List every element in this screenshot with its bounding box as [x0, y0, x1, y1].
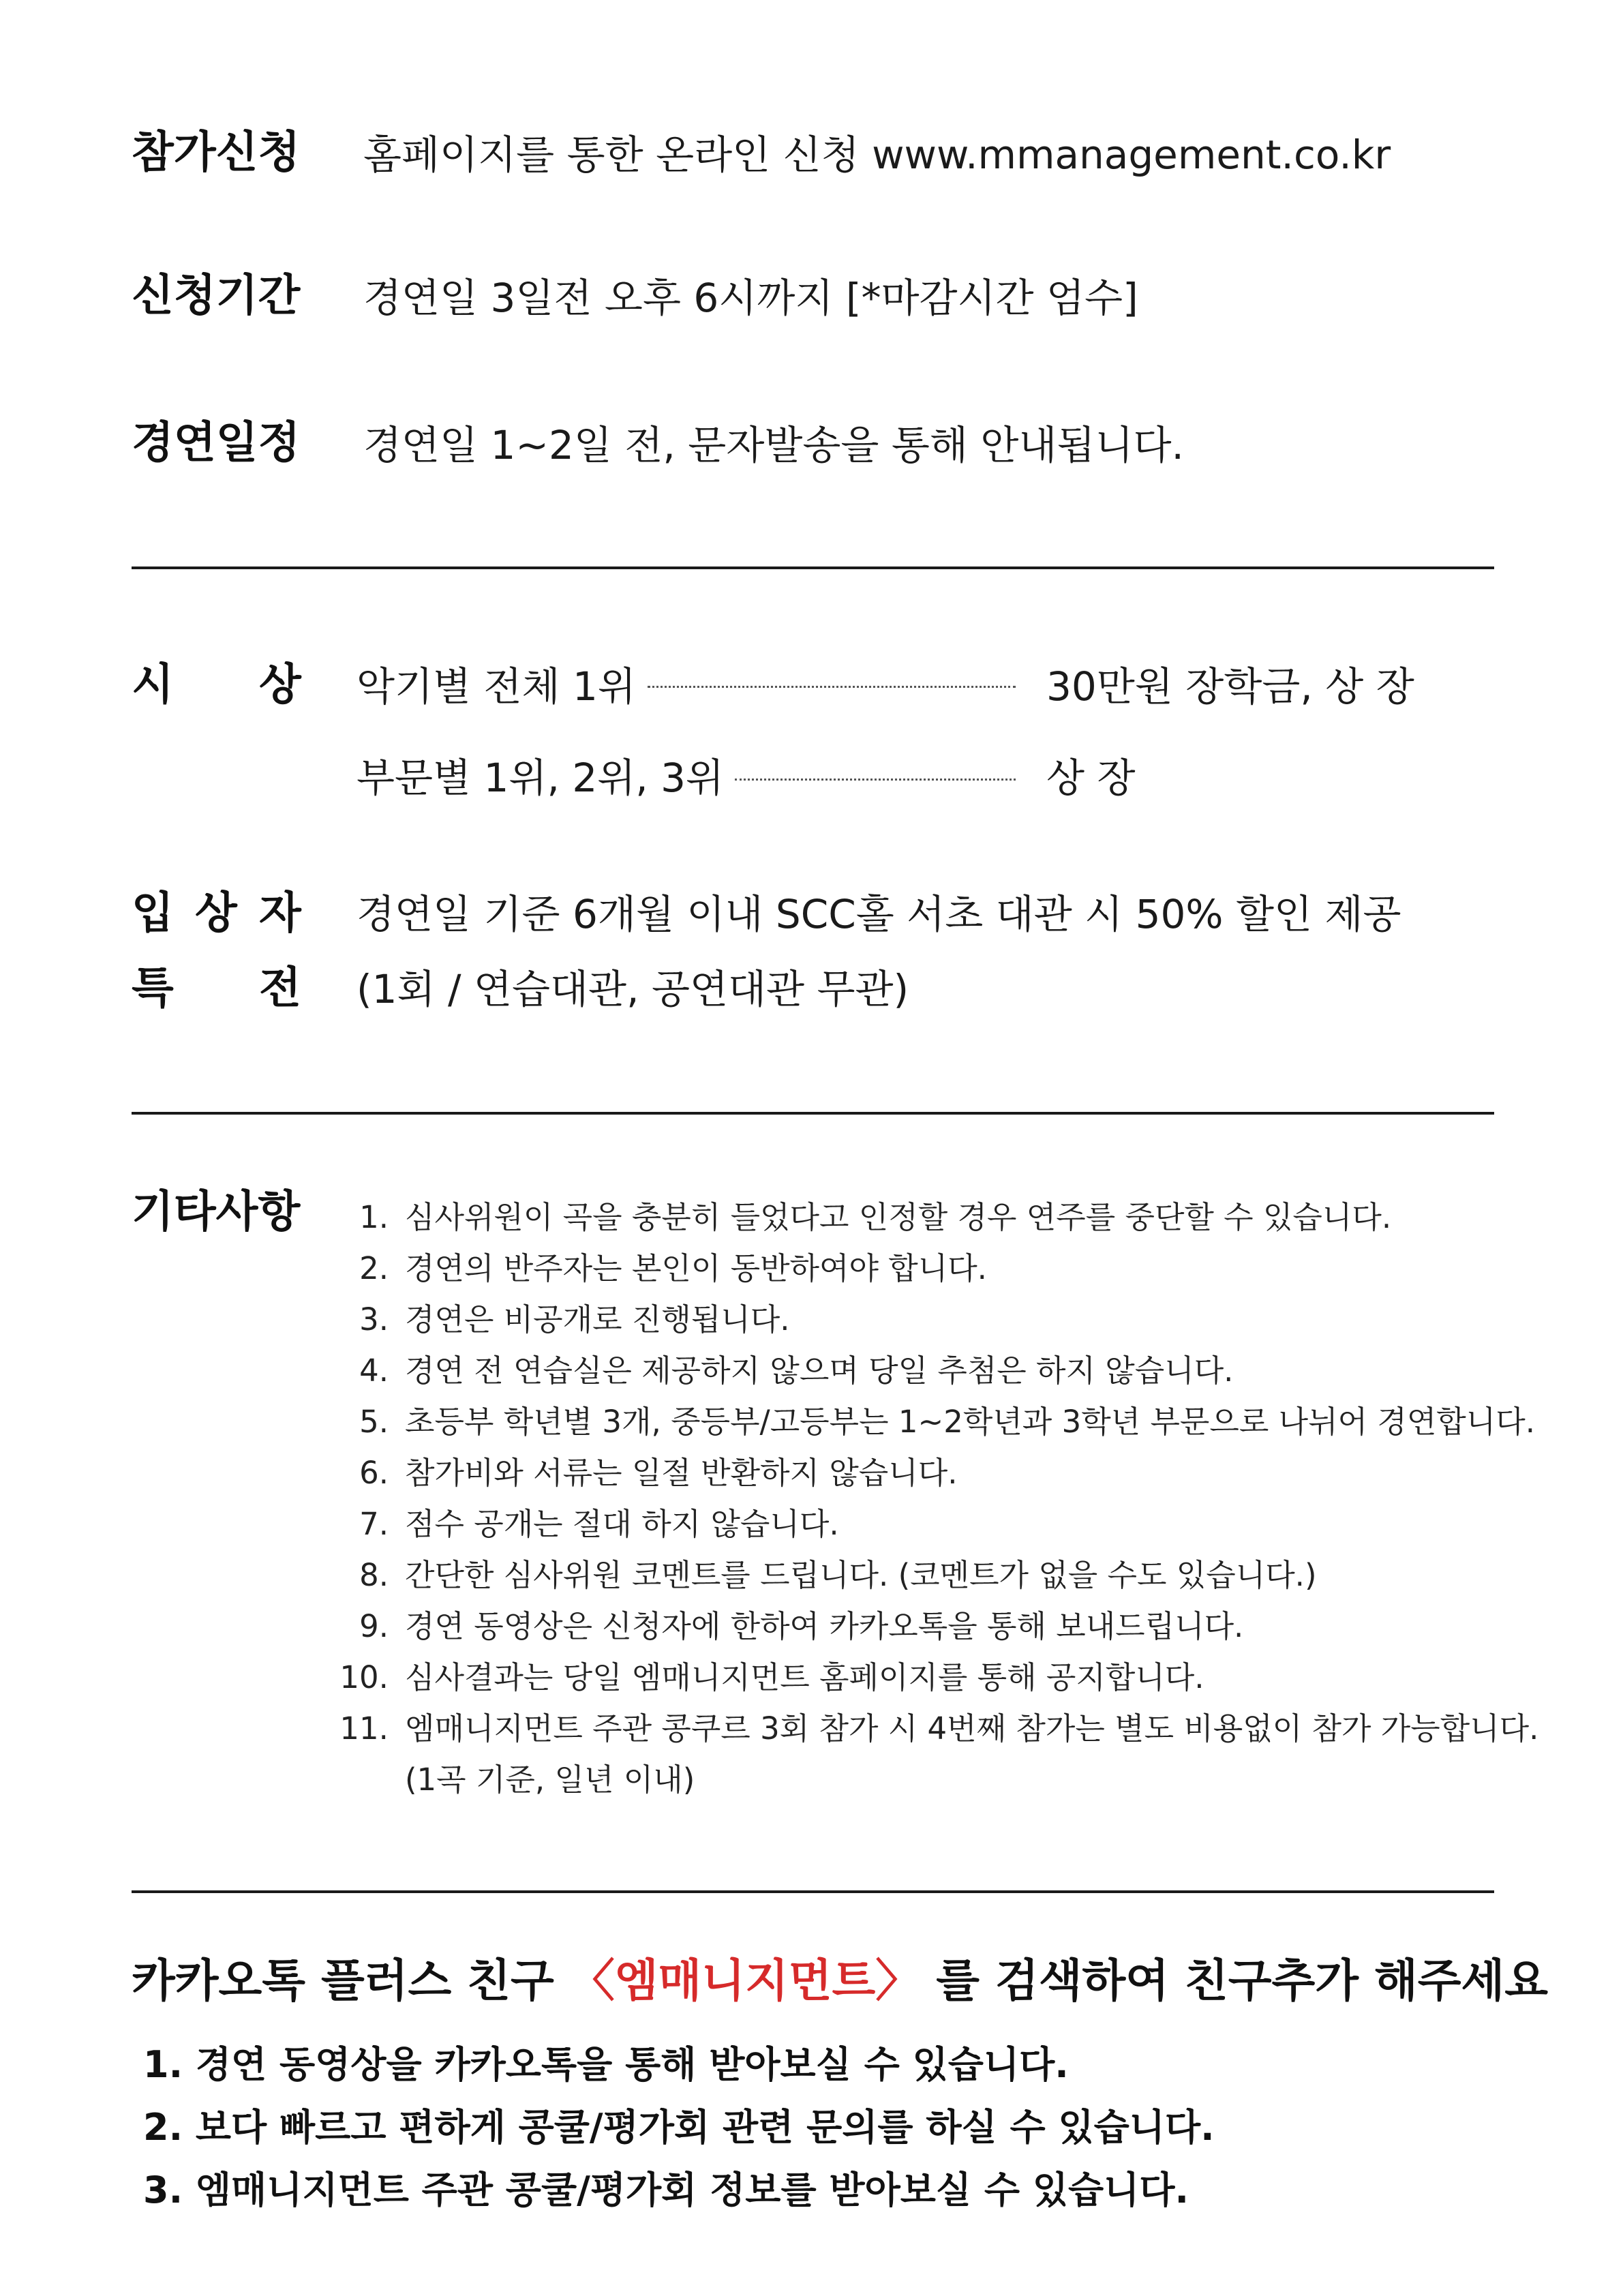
list-item-text: 심사위원이 곡을 충분히 들었다고 인정할 경우 연주를 중단할 수 있습니다.: [405, 1199, 1392, 1235]
list-item-number: 8.: [359, 1557, 389, 1593]
list-item-number: 1.: [359, 1199, 389, 1235]
list-item: [334, 1550, 1527, 1601]
notes-label: 기타사항: [132, 1187, 301, 1237]
benefit-label-char-5: 전: [259, 963, 301, 1014]
award-category-1: 악기별 전체 1위: [357, 663, 636, 710]
kakao-title: [132, 1944, 1548, 2009]
list-item-text: 참가비와 서류는 일절 반환하지 않습니다.: [405, 1455, 958, 1491]
apply-value: 홈페이지를 통한 온라인 신청 www.mmanagement.co.kr: [363, 132, 1391, 178]
list-item-number: 7.: [359, 1506, 389, 1542]
divider-1: [132, 567, 1494, 569]
benefit-line-2: (1회 / 연습대관, 공연대관 무관): [357, 966, 909, 1012]
list-item: [334, 1243, 1527, 1294]
benefit-label-char-2: 상: [195, 888, 237, 939]
list-item: [334, 1345, 1527, 1396]
period-value: 경연일 3일전 오후 6시까지 [*마감시간 엄수]: [363, 275, 1138, 321]
list-item: [334, 1396, 1536, 1447]
list-item-text: 심사결과는 당일 엠매니지먼트 홈페이지를 통해 공지합니다.: [405, 1659, 1204, 1695]
benefit-label-char-1: 입: [132, 888, 174, 939]
list-item: [334, 1447, 1527, 1498]
kakao-title-prefix: 카카오톡 플러스 친구: [132, 1954, 570, 2007]
divider-3: [132, 1890, 1494, 1893]
list-item-number: [334, 1754, 389, 1805]
list-item-number: 6.: [359, 1455, 389, 1491]
list-item-text: 엠매니지먼트 주관 콩쿠르 3회 참가 시 4번째 참가는 별도 비용없이 참가 가능합니다.: [405, 1710, 1539, 1747]
award-leader-dots-1: [648, 686, 1016, 688]
list-item-text: 경연의 반주자는 본인이 동반하여야 합니다.: [405, 1250, 987, 1286]
schedule-value: 경연일 1~2일 전, 문자발송을 통해 안내됩니다.: [363, 422, 1184, 468]
awards-label-1: 시: [132, 660, 174, 710]
list-item: [334, 1294, 1527, 1345]
kakao-title-suffix: 를 검색하여 친구추가 해주세요: [920, 1954, 1549, 2007]
period-label: 신청기간: [132, 271, 301, 321]
list-item-text: 경연 전 연습실은 제공하지 않으며 당일 추첨은 하지 않습니다.: [405, 1353, 1234, 1389]
list-item: [334, 1652, 1527, 1703]
awards-label-2: 상: [259, 660, 301, 710]
list-item-number: 9.: [359, 1608, 389, 1644]
apply-label: 참가신청: [132, 127, 301, 178]
award-prize-2: 상 장: [1046, 755, 1136, 801]
list-item-text: 초등부 학년별 3개, 중등부/고등부는 1~2학년과 3학년 부문으로 나뉘어 경연합니다.: [405, 1404, 1536, 1440]
kakao-benefit-item: 1. 경연 동영상을 카카오톡을 통해 받아보실 수 있습니다.: [143, 2043, 1069, 2086]
list-item-number: 4.: [359, 1353, 389, 1389]
kakao-title-highlight: 〈엠매니지먼트〉: [569, 1954, 921, 2007]
benefit-line-1: 경연일 기준 6개월 이내 SCC홀 서초 대관 시 50% 할인 제공: [357, 891, 1401, 937]
list-item: [334, 1192, 1527, 1243]
list-item-number: 2.: [359, 1250, 389, 1286]
list-item: [334, 1601, 1527, 1652]
kakao-benefit-list: [143, 2034, 1215, 2222]
list-item-number: 3.: [359, 1301, 389, 1338]
award-leader-dots-2: [735, 779, 1016, 781]
award-category-2: 부문별 1위, 2위, 3위: [357, 755, 725, 801]
list-item-text: 간단한 심사위원 코멘트를 드립니다. (코멘트가 없을 수도 있습니다.): [405, 1557, 1317, 1593]
list-item-text: 경연 동영상은 신청자에 한하여 카카오톡을 통해 보내드립니다.: [405, 1608, 1244, 1644]
list-item-text: (1곡 기준, 일년 이내): [405, 1762, 695, 1798]
list-item-number: 11.: [339, 1710, 389, 1747]
benefit-label-char-3: 자: [259, 888, 301, 939]
benefit-label-char-4: 특: [132, 963, 174, 1014]
list-item-text: 경연은 비공개로 진행됩니다.: [405, 1301, 790, 1338]
divider-2: [132, 1112, 1494, 1115]
list-item-number: 10.: [339, 1659, 389, 1695]
kakao-benefit-item: 3. 엠매니지먼트 주관 콩쿨/평가회 정보를 받아보실 수 있습니다.: [143, 2169, 1189, 2211]
list-item: [334, 1754, 1527, 1805]
list-item: [334, 1498, 1527, 1550]
award-prize-1: 30만원 장학금, 상 장: [1046, 663, 1414, 710]
list-item-number: 5.: [359, 1404, 389, 1440]
list-item-text: 점수 공개는 절대 하지 않습니다.: [405, 1506, 839, 1542]
list-item: [334, 1703, 1539, 1754]
notes-list: [334, 1192, 1539, 1805]
schedule-label: 경연일정: [132, 418, 301, 468]
kakao-benefit-item: 2. 보다 빠르고 편하게 콩쿨/평가회 관련 문의를 하실 수 있습니다.: [143, 2106, 1215, 2149]
